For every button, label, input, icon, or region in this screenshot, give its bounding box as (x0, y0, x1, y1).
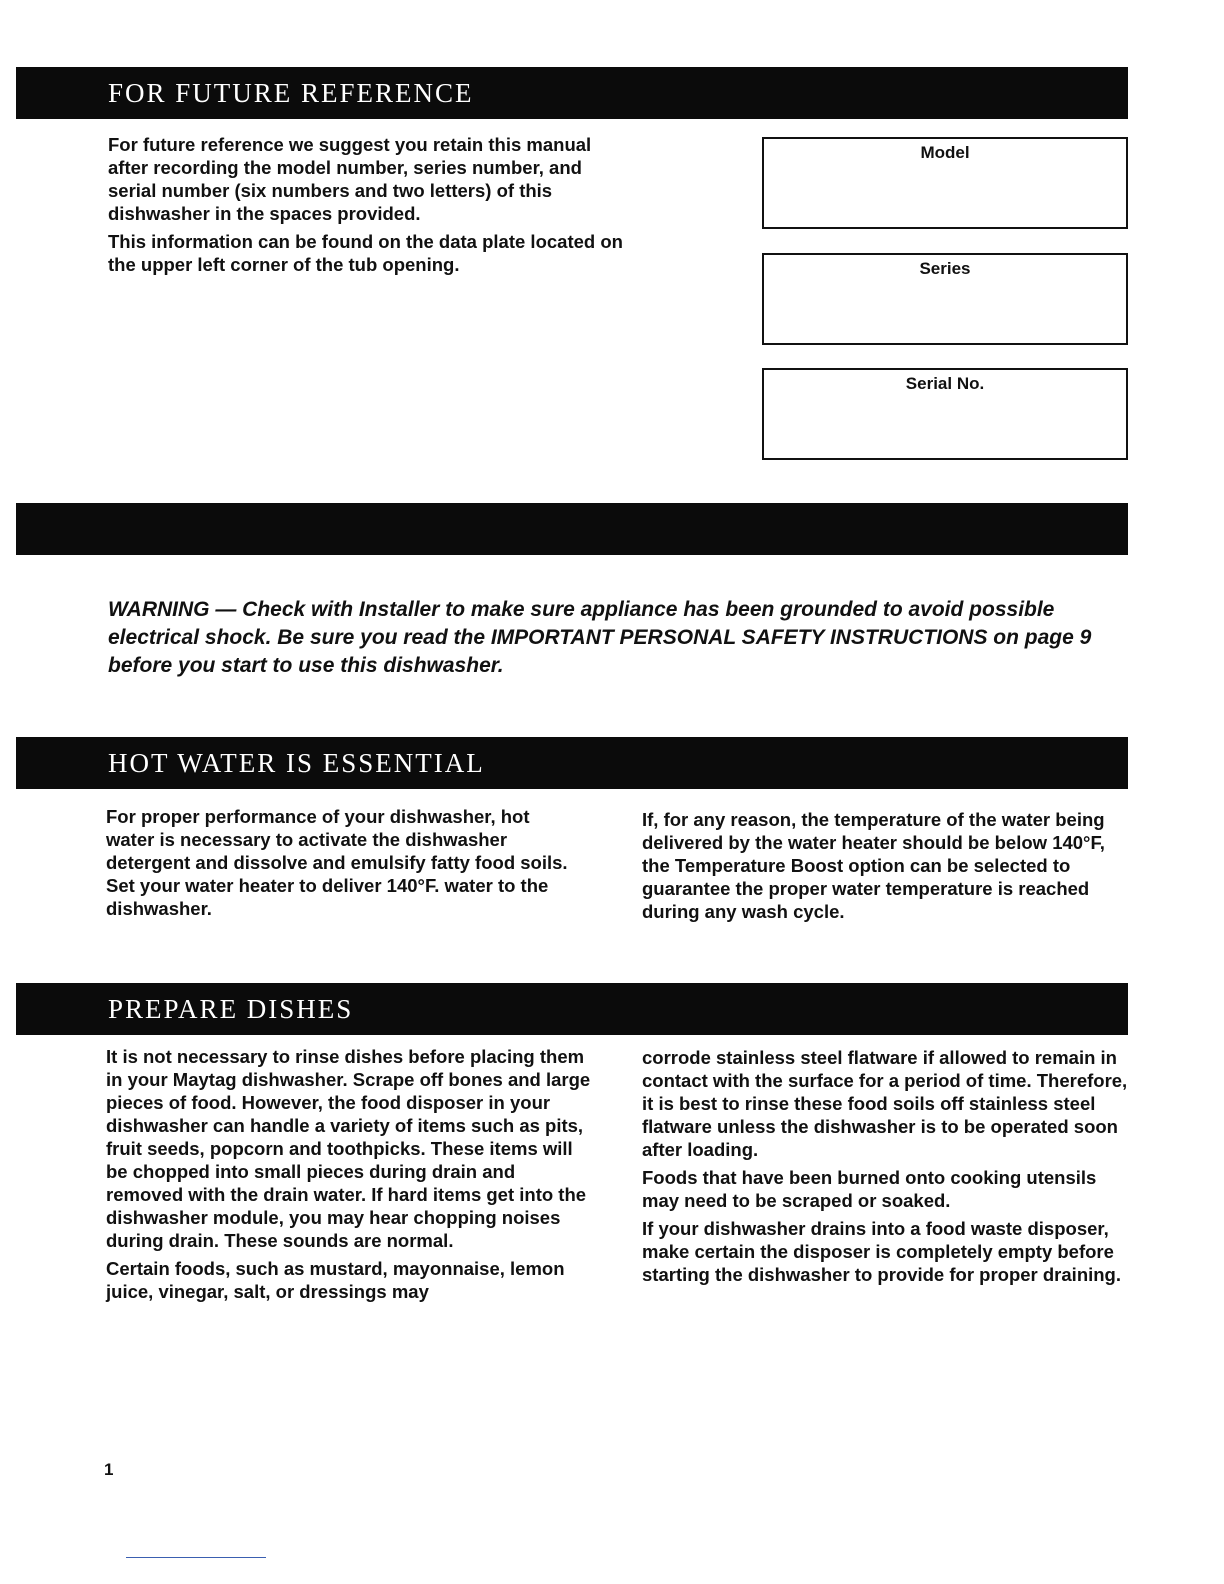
page-number: 1 (104, 1460, 114, 1479)
prepare-dishes-heading-text: PREPARE DISHES (108, 994, 354, 1024)
prepare-dishes-right-paragraph-2: Foods that have been burned onto cooking utensils may need to be scraped or soaked. (642, 1167, 1097, 1211)
future-reference-paragraph-2: This information can be found on the data plate located on the upper left corner of the tub opening. (108, 231, 623, 275)
prepare-dishes-right-paragraph-1: corrode stainless steel flatware if allowed to remain in contact with the surface for a period of time. Therefore, it is best to rinse these food soils off stainless steel flatware unless the dishwasher is to be operated soon after loading. (642, 1047, 1128, 1160)
prepare-dishes-right-paragraph-3: If your dishwasher drains into a food waste disposer, make certain the disposer is completely empty before starting the dishwasher to provide for proper draining. (642, 1218, 1121, 1285)
future-reference-paragraph-1: For future reference we suggest you retain this manual after recording the model number, series number, and serial number (six numbers and two letters) of this dishwasher in the spaces provided. (108, 134, 592, 224)
future-reference-heading (16, 67, 1128, 119)
future-reference-text (108, 133, 628, 281)
warning-text: WARNING — Check with Installer to make sure appliance has been grounded to avoid possible electrical shock. Be sure you read the IMPORTANT PERSONAL SAFETY INSTRUCTIONS on page 9 before you start to use this dishwasher. (108, 598, 1092, 677)
serial-number-field[interactable] (762, 368, 1128, 460)
prepare-dishes-heading (16, 983, 1128, 1035)
prepare-dishes-left-column (106, 1045, 596, 1308)
hot-water-left-column (106, 805, 576, 925)
prepare-dishes-left-paragraph-1: It is not necessary to rinse dishes before placing them in your Maytag dishwasher. Scrape off bones and large pieces of food. However, the food disposer in your dishwasher can handle a variety of items such as pits, fruit seeds, popcorn and toothpicks. These items will be chopped into small pieces during drain and removed with the drain water. If hard items get into the dishwasher module, you may hear chopping noises during drain. These sounds are normal. (106, 1046, 591, 1251)
model-field-label: Model (920, 143, 970, 162)
hot-water-right-column (642, 808, 1122, 928)
prepare-dishes-left-paragraph-2: Certain foods, such as mustard, mayonnaise, lemon juice, vinegar, salt, or dressings may (106, 1258, 565, 1302)
hot-water-left-paragraph: For proper performance of your dishwasher, hot water is necessary to activate the dishwasher detergent and dissolve and emulsify fatty food soils. Set your water heater to deliver 140°F. water to the dishwasher. (106, 806, 568, 919)
serial-number-field-label: Serial No. (905, 374, 985, 393)
future-reference-heading-text: FOR FUTURE REFERENCE (108, 78, 474, 108)
blank-divider-bar (16, 503, 1128, 555)
prepare-dishes-right-column (642, 1046, 1132, 1291)
hot-water-heading (16, 737, 1128, 789)
scan-artifact-line (126, 1557, 266, 1558)
series-field[interactable] (762, 253, 1128, 345)
hot-water-right-paragraph: If, for any reason, the temperature of the water being delivered by the water heater should be below 140°F, the Temperature Boost option can be selected to guarantee the proper water temperature is reached during any wash cycle. (642, 809, 1105, 922)
model-field[interactable] (762, 137, 1128, 229)
hot-water-heading-text: HOT WATER IS ESSENTIAL (108, 748, 485, 778)
series-field-label: Series (919, 259, 971, 278)
